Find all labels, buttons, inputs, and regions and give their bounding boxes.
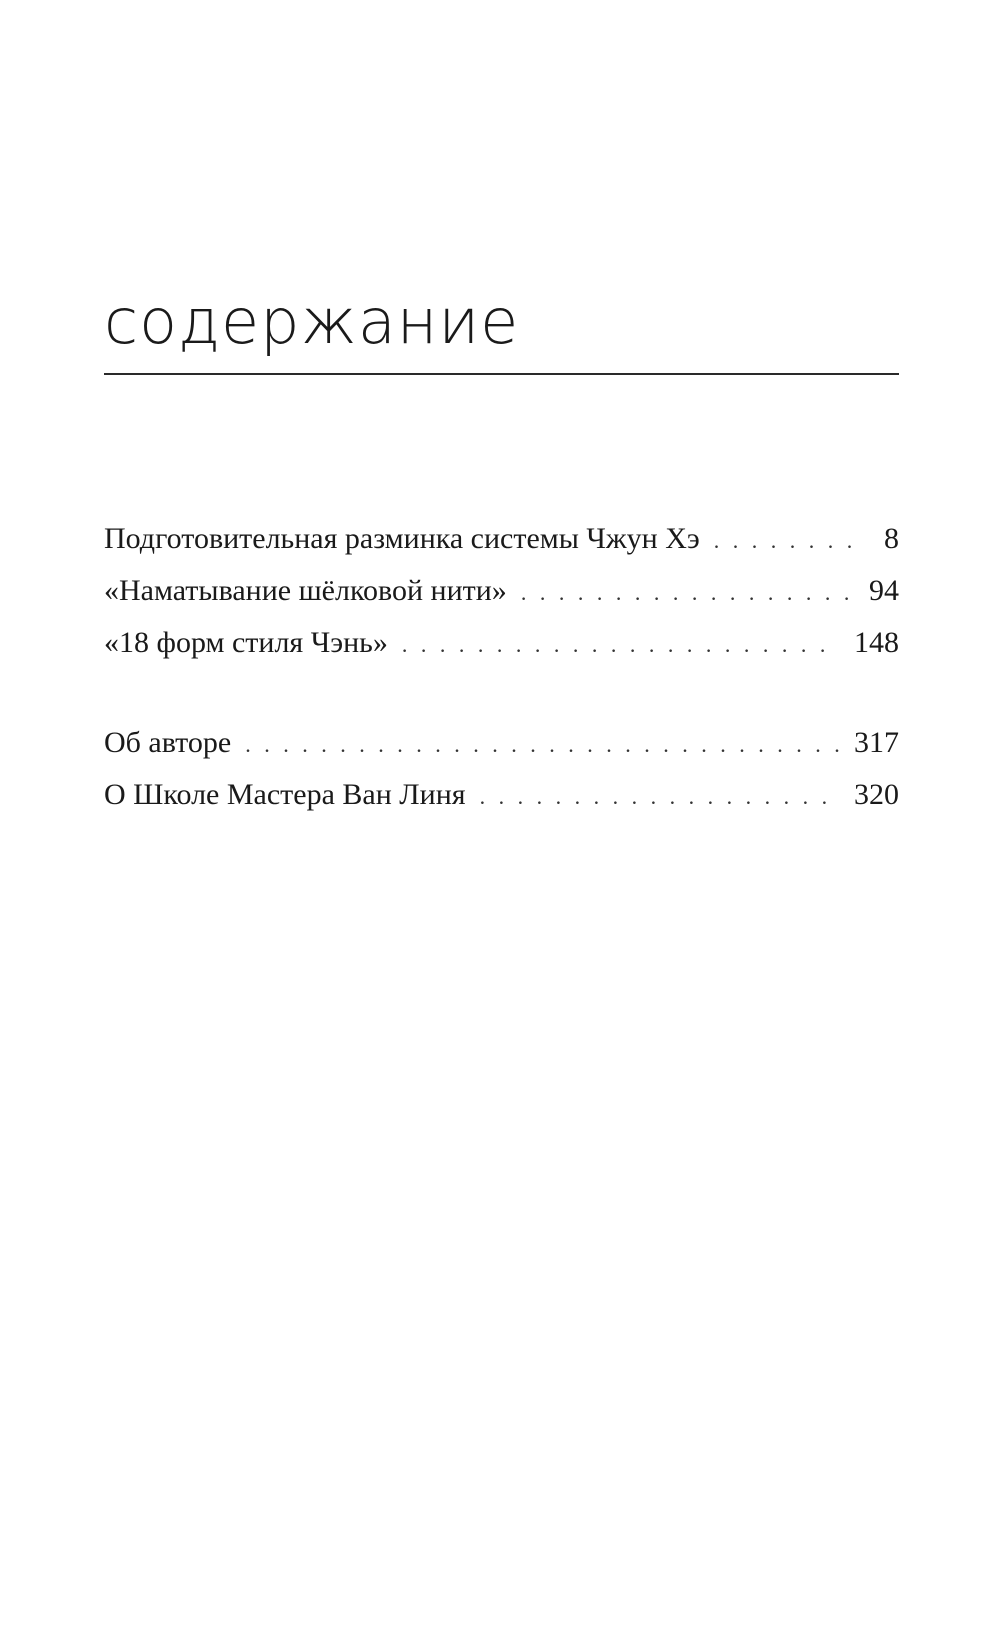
toc-entry-leader xyxy=(521,567,855,619)
toc-entry xyxy=(104,513,899,565)
toc-entry-label: «18 форм стиля Чэнь» xyxy=(104,626,388,659)
toc-entry-page: 148 xyxy=(854,626,899,659)
toc-entry-page: 94 xyxy=(869,574,899,607)
toc-entry-label: О Школе Мастера Ван Линя xyxy=(104,778,466,811)
toc-entry xyxy=(104,565,899,617)
toc-title: содержание xyxy=(104,285,520,358)
toc-entry-page: 320 xyxy=(854,778,899,811)
toc-entry-label: «Наматывание шёлковой нити» xyxy=(104,574,507,607)
toc-entry-label: Подготовительная разминка системы Чжун Хэ xyxy=(104,522,700,555)
toc-entry-label: Об авторе xyxy=(104,726,232,759)
toc-entry xyxy=(104,769,899,821)
title-rule xyxy=(104,373,899,375)
toc-entry-leader xyxy=(480,771,840,823)
toc-entry-leader xyxy=(402,619,840,671)
toc-extra-list xyxy=(104,717,899,821)
toc-entry xyxy=(104,717,899,769)
toc-entry xyxy=(104,617,899,669)
toc-entry-leader xyxy=(714,515,865,567)
toc-entry-leader xyxy=(245,719,840,771)
toc-main-list xyxy=(104,513,899,669)
toc-entry-page: 8 xyxy=(884,522,899,555)
toc-entry-page: 317 xyxy=(854,726,899,759)
